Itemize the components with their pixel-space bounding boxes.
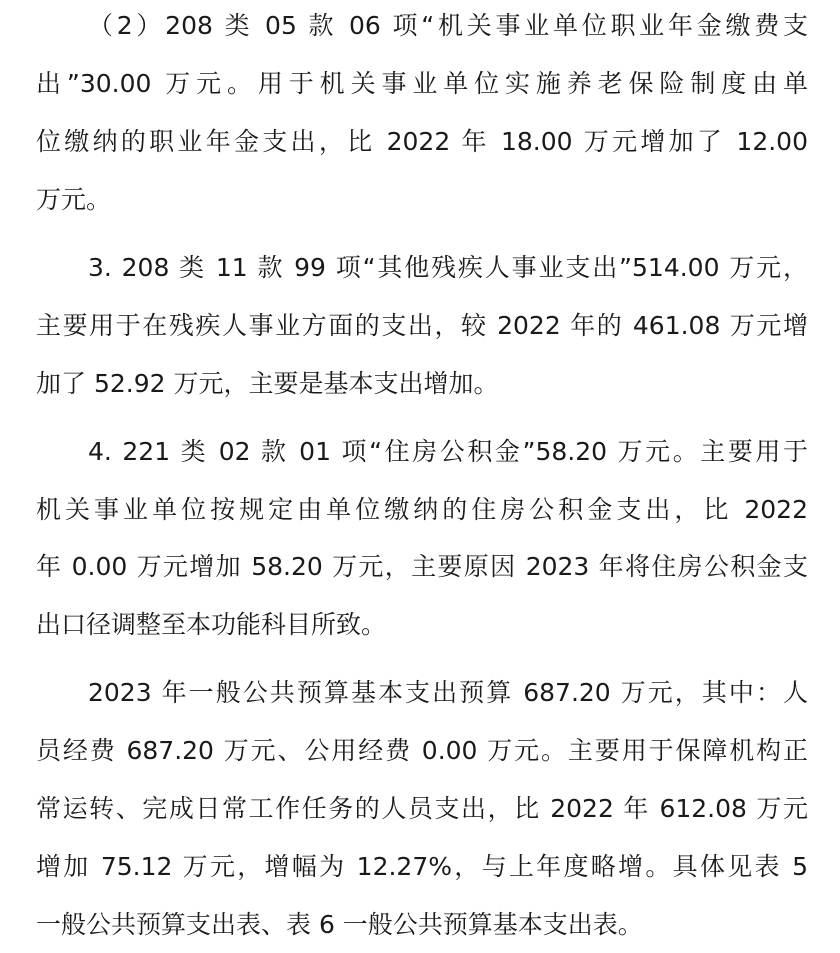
paragraph-4-line-5: 一般公共预算支出表、表 6 一般公共预算基本支出表。 bbox=[36, 910, 643, 939]
paragraph-1-line-3: 位缴纳的职业年金支出，比 2022 年 18.00 万元增加了 12.00 bbox=[36, 127, 808, 156]
paragraph-4-line-4: 增加 75.12 万元，增幅为 12.27%，与上年度略增。具体见表 5 bbox=[36, 852, 808, 881]
paragraph-4-line-3: 常运转、完成日常工作任务的人员支出，比 2022 年 612.08 万元 bbox=[36, 794, 808, 823]
paragraph-1-line-4: 万元。 bbox=[36, 185, 112, 214]
paragraph-3-line-1: 4. 221 类 02 款 01 项“住房公积金”58.20 万元。主要用于 bbox=[88, 437, 808, 466]
paragraph-1-line-2: 出”30.00 万元。用于机关事业单位实施养老保险制度由单 bbox=[36, 69, 808, 98]
paragraph-3-line-2: 机关事业单位按规定由单位缴纳的住房公积金支出，比 2022 bbox=[36, 495, 808, 524]
paragraph-2-line-2: 主要用于在残疾人事业方面的支出，较 2022 年的 461.08 万元增 bbox=[36, 311, 808, 340]
paragraph-2-line-1: 3. 208 类 11 款 99 项“其他残疾人事业支出”514.00 万元， bbox=[88, 253, 808, 282]
paragraph-1-line-1: （2）208 类 05 款 06 项“机关事业单位职业年金缴费支 bbox=[88, 11, 808, 40]
paragraph-4-line-2: 员经费 687.20 万元、公用经费 0.00 万元。主要用于保障机构正 bbox=[36, 736, 808, 765]
paragraph-2-line-3: 加了 52.92 万元，主要是基本支出增加。 bbox=[36, 369, 499, 398]
paragraph-3-line-3: 年 0.00 万元增加 58.20 万元，主要原因 2023 年将住房公积金支 bbox=[36, 552, 808, 581]
paragraph-3-line-4: 出口径调整至本功能科目所致。 bbox=[36, 610, 387, 639]
paragraph-4-line-1: 2023 年一般公共预算基本支出预算 687.20 万元，其中：人 bbox=[88, 678, 808, 707]
